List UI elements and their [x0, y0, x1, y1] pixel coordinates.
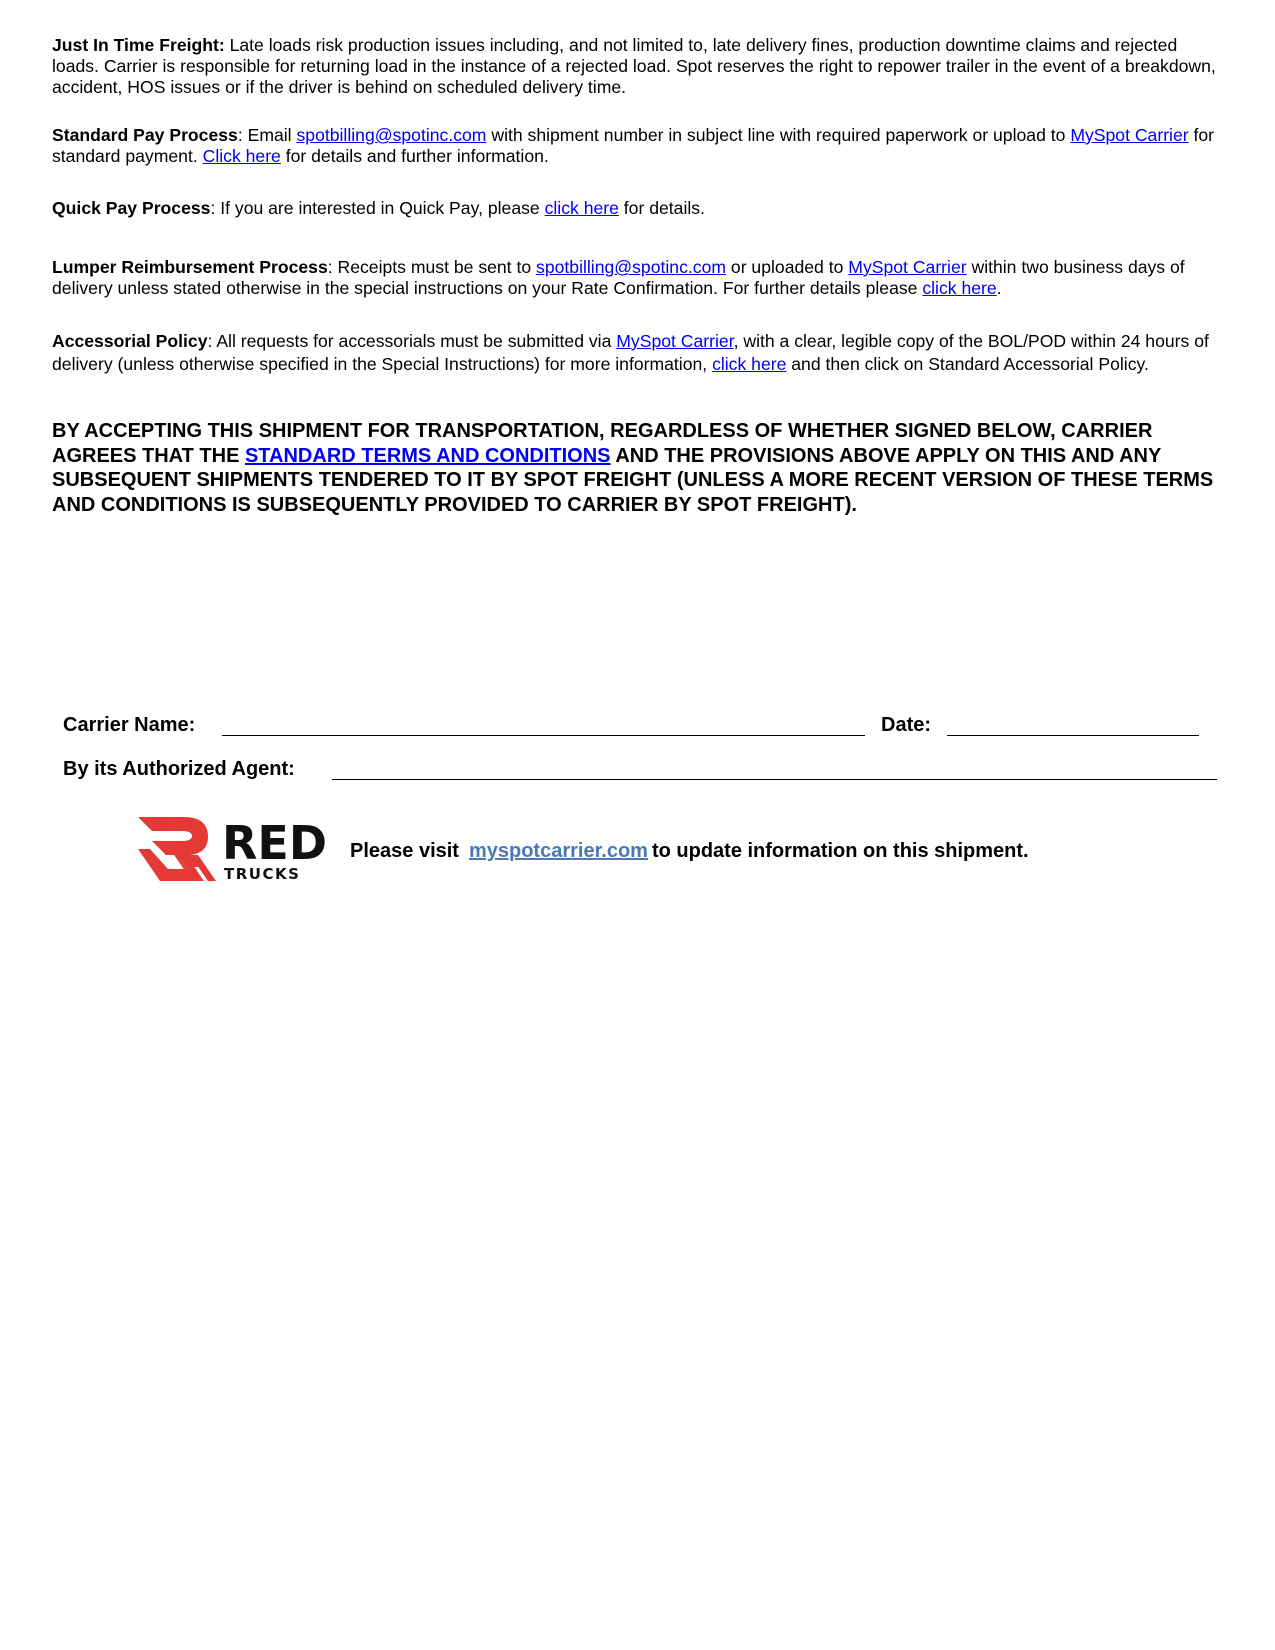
standard-terms-link[interactable]: STANDARD TERMS AND CONDITIONS	[244, 444, 611, 467]
jit-label: Just In Time Freight:	[52, 35, 225, 55]
quick-pay-label: Quick Pay Process	[52, 198, 211, 218]
date-label: Date:	[881, 714, 932, 736]
myspotcarrier-site-link[interactable]: myspotcarrier.com	[468, 840, 648, 862]
accessorial-click-here-link[interactable]: click here	[712, 354, 787, 374]
lumper-click-here-link[interactable]: click here	[922, 278, 997, 298]
jit-paragraph	[52, 35, 1227, 98]
acceptance-text: BY ACCEPTING THIS SHIPMENT FOR TRANSPORTATION, REGARDLESS OF WHETHER SIGNED BELOW, CARRIER AGREES THAT THE	[52, 420, 1153, 467]
lumper-text: : Receipts must be sent to	[327, 257, 537, 277]
accessorial-myspot-carrier-link[interactable]: MySpot Carrier	[616, 331, 734, 351]
visit-line	[350, 840, 1029, 863]
lumper-text: .	[996, 278, 1002, 298]
standard-pay-text: for standard payment.	[52, 125, 1215, 166]
lumper-text: or uploaded to	[726, 257, 849, 277]
visit-text: Please visit	[350, 840, 459, 862]
quick-pay-text: : If you are interested in Quick Pay, please	[210, 198, 545, 218]
logo-word: RED	[222, 816, 328, 870]
carrier-name-label: Carrier Name:	[63, 714, 196, 736]
logo-subword: TRUCKS	[224, 865, 301, 883]
standard-pay-text: with shipment number in subject line with required paperwork or upload to	[486, 125, 1071, 145]
lumper-myspot-carrier-link[interactable]: MySpot Carrier	[848, 257, 967, 277]
visit-text: to update information on this shipment.	[651, 840, 1029, 862]
quick-pay-text: for details.	[618, 198, 705, 218]
lumper-email-link[interactable]: spotbilling@spotinc.com	[536, 257, 727, 277]
standard-pay-click-here-link[interactable]: Click here	[202, 146, 281, 166]
myspot-carrier-link[interactable]: MySpot Carrier	[1070, 125, 1189, 145]
standard-pay-text: : Email	[237, 125, 297, 145]
lumper-paragraph	[52, 257, 1227, 299]
authorized-agent-line[interactable]	[332, 779, 1217, 780]
accessorial-text: , with a clear, legible copy of the BOL/POD within 24 hours of delivery (unless otherwise specified in the Special Instructions) for more information,	[52, 331, 1209, 374]
accessorial-paragraph	[52, 330, 1227, 376]
standard-pay-paragraph	[52, 125, 1227, 167]
authorized-agent-label: By its Authorized Agent:	[63, 758, 295, 780]
lumper-label: Lumper Reimbursement Process	[52, 257, 328, 277]
accessorial-text: and then click on Standard Accessorial Policy.	[786, 354, 1149, 374]
quick-pay-click-here-link[interactable]: click here	[544, 198, 619, 218]
billing-email-link[interactable]: spotbilling@spotinc.com	[296, 125, 487, 145]
accessorial-label: Accessorial Policy	[52, 331, 208, 351]
lumper-text: within two business days of delivery unless stated otherwise in the special instructions on your Rate Confirmation. For further details please	[52, 257, 1185, 298]
standard-pay-text: for details and further information.	[280, 146, 549, 166]
jit-text: Late loads risk production issues including, and not limited to, late delivery fines, production downtime claims and rejected loads. Carrier is responsible for returning load in the instance of a rejected load. Spot reserves the right to repower trailer in the event of a breakdown, accident, HOS issues or if the driver is behind on scheduled delivery time.	[52, 35, 1216, 97]
red-trucks-logo	[138, 815, 333, 883]
standard-pay-label: Standard Pay Process	[52, 125, 238, 145]
accessorial-text: : All requests for accessorials must be submitted via	[207, 331, 617, 351]
red-trucks-logo-mark	[138, 817, 216, 881]
acceptance-text: AND THE PROVISIONS ABOVE APPLY ON THIS AND ANY SUBSEQUENT SHIPMENTS TENDERED TO IT BY SPOT FREIGHT (UNLESS A MORE RECENT VERSION OF THESE TERMS AND CONDITIONS IS SUBSEQUENTLY PROVIDED TO CARRIER BY SPOT FREIGHT).	[52, 444, 1214, 516]
quick-pay-paragraph	[52, 198, 1227, 219]
carrier-name-line[interactable]	[222, 735, 865, 736]
acceptance-statement	[52, 419, 1232, 517]
date-line[interactable]	[947, 735, 1199, 736]
